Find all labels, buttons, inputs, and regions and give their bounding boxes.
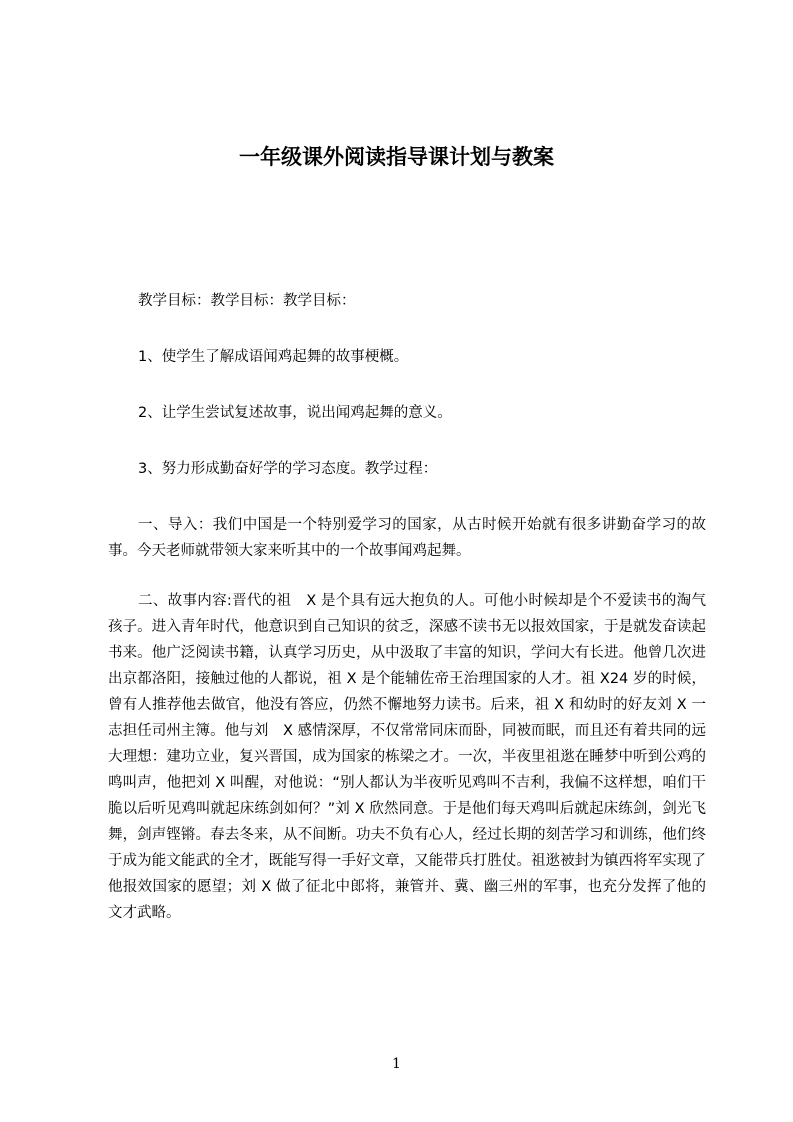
paragraph-objective-2: 2、让学生尝试复述故事，说出闻鸡起舞的意义。 [138,405,452,421]
paragraph-objectives-heading: 教学目标：教学目标：教学目标： [138,293,356,309]
paragraph-objective-3: 3、努力形成勤奋好学的学习态度。教学过程： [138,461,438,477]
paragraph-objective-1: 1、使学生了解成语闻鸡起舞的故事梗概。 [138,349,409,365]
paragraph-story-content: 二、故事内容:晋代的祖 X 是个具有远大抱负的人。可他小时候却是个不爱读书的淘气孩子。进入青年时代，他意识到自己知识的贫乏，深感不读书无以报效国家，于是就发奋读起书来。他广泛阅读书籍，认真学习历史，从中汲取了丰富的知识，学问大有长进。他曾几次进出京都洛阳，接触过他的人都说，祖 X 是个能辅佐帝王治理国家的人才。祖 X24 岁的时候，曾有人推荐他去做官，他没有答应，仍然不懈地努力读书。后来，祖 X 和幼时的好友刘 X 一志担任司州主簿。他与刘 X 感情深厚，不仅常常同床而卧，同被而眠，而且还有着共同的远大理想：建功立业，复兴晋国，成为国家的栋梁之才。一次，半夜里祖逖在睡梦中听到公鸡的鸣叫声，他把刘 X 叫醒，对他说：“别人都认为半夜听见鸡叫不吉利，我偏不这样想，咱们干脆以后听见鸡叫就起床练剑如何？”刘 X 欣然同意。于是他们每天鸡叫后就起床练剑，剑光飞舞，剑声铿锵。春去冬来，从不间断。功夫不负有心人，经过长期的刻苦学习和训练，他们终于成为能文能武的全才，既能写得一手好文章，又能带兵打胜仗。祖逖被封为镇西将军实现了他报效国家的愿望；刘 X 做了征北中郎将，兼管并、冀、幽三州的军事，也充分发挥了他的文才武略。 [108,593,706,921]
document-body [108,288,706,926]
paragraph-introduction: 一、导入：我们中国是一个特别爱学习的国家，从古时候开始就有很多讲勤奋学习的故事。今天老师就带领大家来听其中的一个故事闻鸡起舞。 [108,517,706,559]
page-number: 1 [392,1056,401,1072]
document-title: 一年级课外阅读指导课计划与教案 [239,145,554,169]
